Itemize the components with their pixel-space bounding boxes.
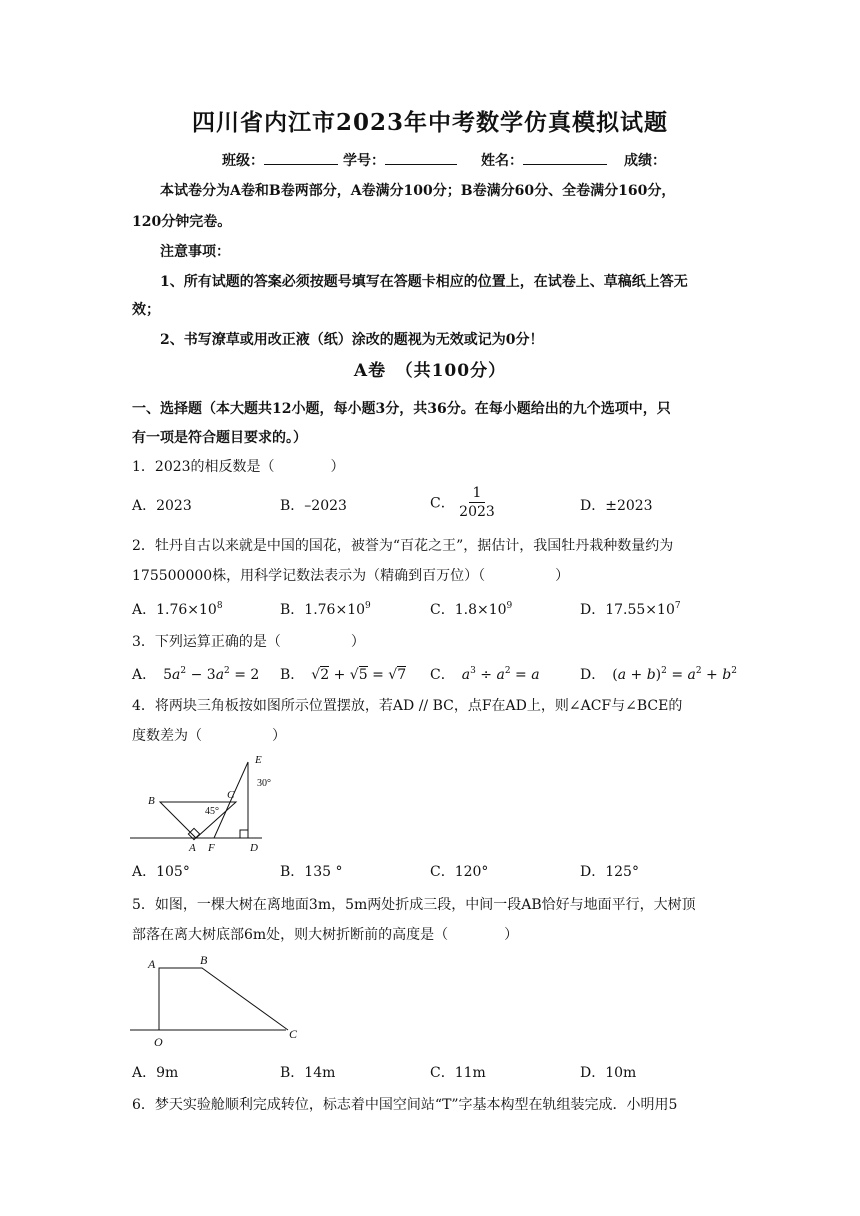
intro-line-1: 本试卷分为A卷和B卷两部分，A卷满分100分；B卷满分60分、全卷满分160分， [160,183,676,199]
svg-text:A: A [148,957,156,971]
q4-option-d: D．125° [580,864,639,880]
part1-line-1: 一、选择题（本大题共12小题，每小题3分，共36分。在每小题给出的九个选项中，只 [132,401,671,417]
q2-option-c: C．$1.8\times 10^9$ [430,601,513,618]
q1-option-b: B．–2023 [280,498,347,514]
svg-text:O: O [154,1035,163,1049]
question-6-line-1: 6．梦天实验舱顺利完成转位，标志着中国空间站“T”字基本构型在轨组装完成．小明用5 [132,1097,678,1113]
question-4-line-1: 4．将两块三角板按如图所示位置摆放，若AD // BC，点F在AD上，则∠ACF与∠BCE的 [132,698,683,714]
svg-text:A: A [189,842,196,854]
question-2-line-2: 175500000株，用科学记数法表示为（精确到百万位）（ ） [132,568,570,584]
svg-text:B: B [148,795,155,807]
q2-option-d: D．$17.55\times 10^7$ [580,601,681,618]
svg-text:C: C [227,789,235,801]
q3-option-d: D． $(a + b)^2 = a^2 + b^2$ [580,666,737,683]
q5-option-a: A．9m [132,1065,179,1081]
svg-text:30°: 30° [257,778,271,789]
q4-option-b: B．135 ° [280,864,343,880]
q4-option-c: C．120° [430,864,489,880]
question-2-line-1: 2．牡丹自古以来就是中国的国花，被誉为“百花之王”，据估计，我国牡丹栽种数量约为 [132,538,674,554]
class-field: 班级： [222,150,338,170]
q5-option-b: B．14m [280,1065,336,1081]
svg-text:45°: 45° [205,806,219,817]
q1-option-a: A．2023 [132,498,192,514]
question-5-line-1: 5．如图，一棵大树在离地面3m，5m两处折成三段，中间一段AB恰好与地面平行，大树顶 [132,897,696,913]
notice-title: 注意事项： [160,244,230,260]
triangle-figure [128,752,271,856]
svg-text:E: E [255,754,262,766]
q3-option-a: A． $5a^2 - 3a^2 = 2$ [132,666,260,683]
q5-option-c: C．11m [430,1065,486,1081]
svg-text:F: F [208,842,215,854]
score-field: 成绩： [624,153,666,169]
tree-figure [128,952,308,1052]
q1-option-d: D．±2023 [580,498,653,514]
part1-line-2: 有一项是符合题目要求的。） [132,430,307,446]
q3-option-b: B． √2 + √5 = √7 [280,667,407,683]
q2-option-b: B．$1.76\times 10^9$ [280,601,371,618]
q4-option-a: A．105° [132,864,190,880]
intro-line-2: 120分钟完卷。 [132,214,232,230]
svg-text:C: C [289,1027,298,1041]
notice-1-line-1: 1、所有试题的答案必须按题号填写在答题卡相应的位置上，在试卷上、草稿纸上答无 [160,274,688,290]
svg-text:D: D [250,842,258,854]
question-5-line-2: 部落在离大树底部6m处，则大树折断前的高度是（ ） [132,927,519,943]
name-field: 姓名： [481,150,607,170]
q3-option-c: C． $a^3 \div a^2 = a$ [430,666,540,683]
notice-2: 2、书写潦草或用改正液（纸）涂改的题视为无效或记为0分！ [160,332,544,348]
exam-title: 四川省内江市2023年中考数学仿真模拟试题 [191,109,668,136]
question-4-line-2: 度数差为（ ） [132,728,286,744]
notice-1-line-2: 效； [132,302,160,318]
q1-option-c: C． $\frac{1}{2023}$ [430,485,495,520]
student-id-field: 学号： [343,150,457,170]
section-a-heading: A卷 （共100分） [353,361,507,381]
svg-text:B: B [200,953,208,967]
question-1-stem: 1．2023的相反数是（ ） [132,459,345,475]
fraction: $\frac{1}{2023}$ [459,485,495,520]
q2-option-a: A．$1.76\times 10^8$ [132,601,223,618]
q5-option-d: D．10m [580,1065,637,1081]
question-3-stem: 3．下列运算正确的是（ ） [132,634,365,650]
